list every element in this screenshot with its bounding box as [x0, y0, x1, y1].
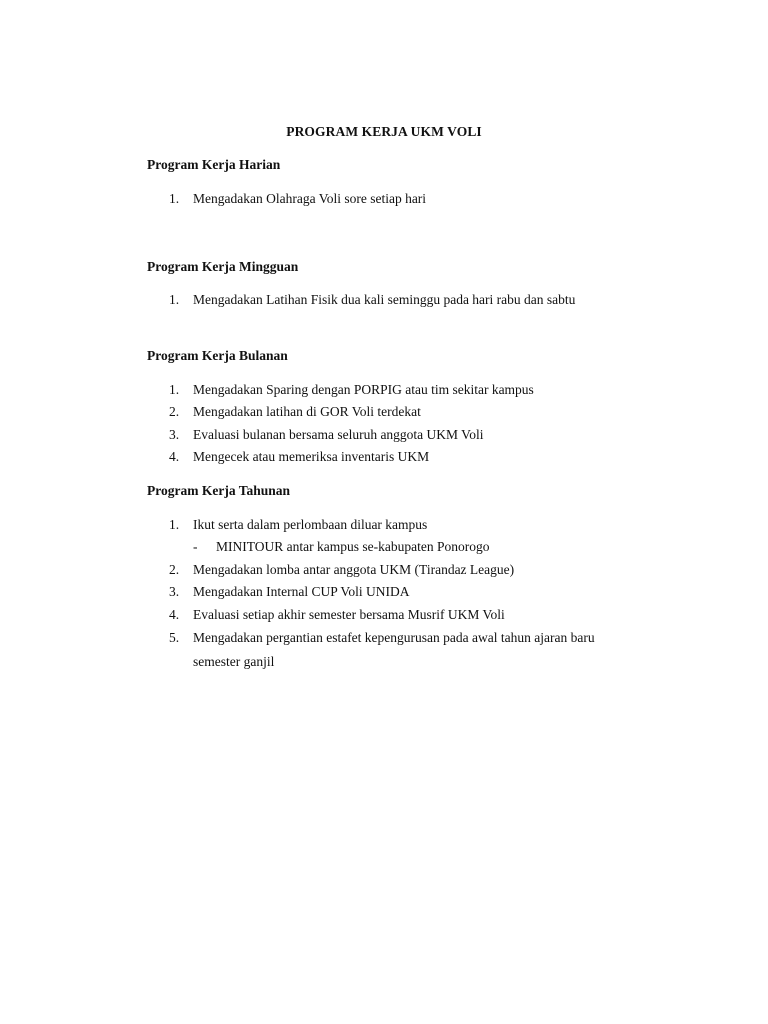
list-item-number: 1.	[169, 517, 180, 532]
list-item-text: Mengecek atau memeriksa inventaris UKM	[193, 449, 430, 464]
list-item-text: Mengadakan latihan di GOR Voli terdekat	[193, 404, 421, 419]
list-item	[169, 562, 514, 578]
list-item-text: Mengadakan pergantian estafet kepengurusan pada awal tahun ajaran baru	[193, 630, 595, 645]
list-item-text: Mengadakan lomba antar anggota UKM (Tirandaz League)	[193, 562, 515, 577]
document-title: PROGRAM KERJA UKM VOLI	[286, 124, 482, 139]
list-item-number: 2.	[169, 562, 180, 577]
list-item-number: 3.	[169, 427, 180, 442]
section-heading-harian: Program Kerja Harian	[147, 157, 281, 172]
list-item-text: Mengadakan Sparing dengan PORPIG atau tim sekitar kampus	[193, 382, 534, 397]
list-item-number: 5.	[169, 630, 180, 645]
list-item	[169, 191, 426, 207]
sub-list-item-dash: -	[193, 539, 198, 554]
list-item-text: Evaluasi bulanan bersama seluruh anggota UKM Voli	[193, 427, 484, 442]
list-item-number: 1.	[169, 292, 180, 307]
list-item-number: 2.	[169, 404, 180, 419]
list-item	[169, 382, 534, 398]
section-heading-mingguan: Program Kerja Mingguan	[147, 259, 299, 274]
list-item	[169, 427, 483, 443]
section-heading-tahunan: Program Kerja Tahunan	[147, 483, 291, 498]
list-item-text: Evaluasi setiap akhir semester bersama Musrif UKM Voli	[193, 607, 505, 622]
list-item-continuation: semester ganjil	[193, 654, 275, 669]
list-item-number: 4.	[169, 449, 180, 464]
list-item-text: Mengadakan Internal CUP Voli UNIDA	[193, 584, 410, 599]
sub-list-item	[193, 539, 489, 555]
list-item	[169, 630, 595, 646]
list-item	[169, 607, 505, 623]
list-item-number: 1.	[169, 191, 180, 206]
list-item-text: Mengadakan Latihan Fisik dua kali seminggu pada hari rabu dan sabtu	[193, 292, 576, 307]
list-item	[169, 517, 427, 533]
list-item-number: 3.	[169, 584, 180, 599]
section-heading-bulanan: Program Kerja Bulanan	[147, 348, 288, 363]
list-item	[169, 584, 409, 600]
list-item-text: Ikut serta dalam perlombaan diluar kampus	[193, 517, 428, 532]
list-item	[169, 449, 429, 465]
list-item-number: 1.	[169, 382, 180, 397]
list-item-number: 4.	[169, 607, 180, 622]
list-item	[169, 404, 421, 420]
list-item	[169, 292, 575, 308]
sub-list-item-text: MINITOUR antar kampus se-kabupaten Ponorogo	[216, 539, 490, 554]
list-item-text: Mengadakan Olahraga Voli sore setiap hari	[193, 191, 427, 206]
